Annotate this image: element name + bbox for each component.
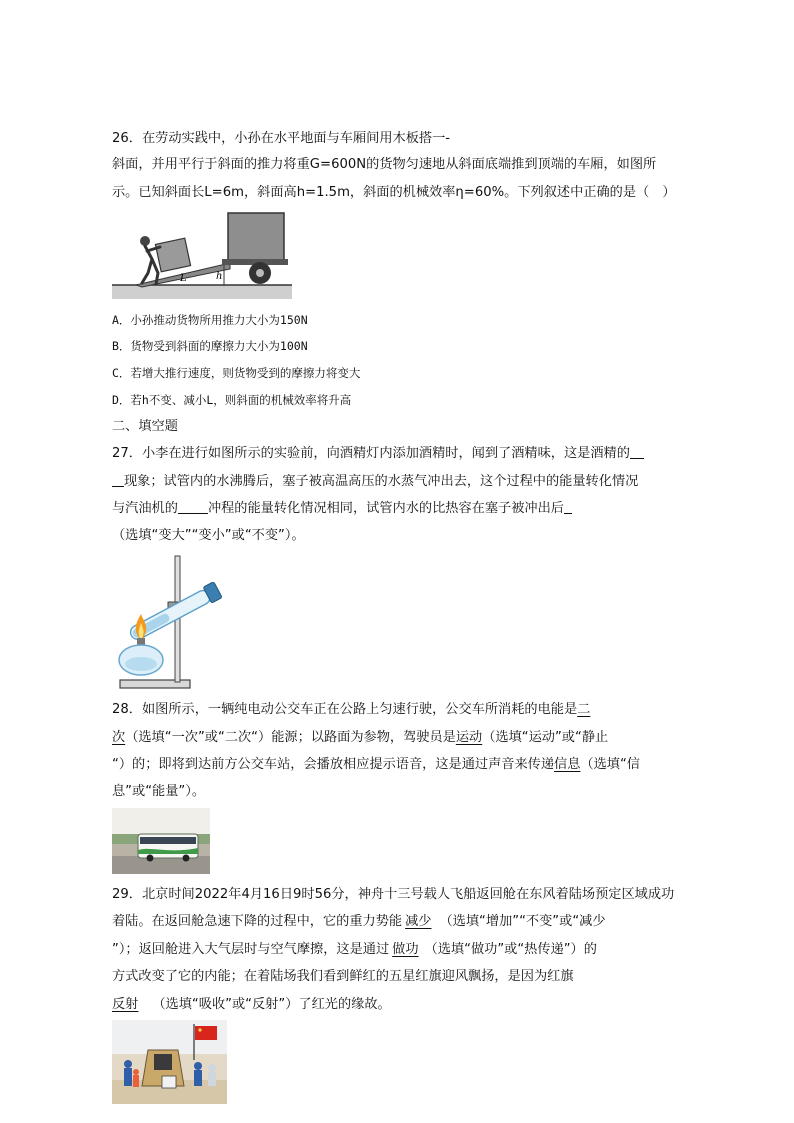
q26-option-c: C．若增大推行速度，则货物受到的摩擦力将变大 — [112, 366, 361, 380]
q27-line-4: （选填“变大”“变小”或“不变”）。 — [112, 528, 305, 543]
q28-text-3a: “）的；即将到达前方公交车站，会播放相应提示语音，这是通过声音来传递 — [112, 757, 555, 772]
q27-line-3 — [112, 499, 572, 518]
L-label: L — [180, 273, 187, 284]
q27-blank-1-cont — [112, 472, 124, 487]
q28-answer-1a: 二 — [577, 702, 591, 717]
q28-text-3b: （选填“信 — [580, 757, 640, 772]
q28-text-2b: （选填“运动”或“静止 — [482, 730, 609, 745]
q28-line-4: 息”或“能量”）。 — [112, 784, 206, 799]
q29-line-2 — [112, 913, 606, 931]
q26-line-2: 斜面，并用平行于斜面的推力将重G=600N的货物匀速地从斜面底端推到顶端的车厢，如图所 — [112, 157, 657, 172]
q28-answer-2: 运动 — [455, 730, 483, 745]
q26-line-3: 示。已知斜面长L=6m，斜面高h=1.5m，斜面的机械效率η=60%。下列叙述中正确的是（ ） — [112, 185, 676, 200]
q26-option-b: B．货物受到斜面的摩擦力大小为100N — [112, 339, 308, 353]
cargo-box-shape — [155, 238, 190, 272]
q29-landing-photo — [112, 1020, 227, 1104]
q27-blank-3 — [564, 499, 572, 514]
q27-test-tube-figure — [112, 552, 227, 692]
q28-line-2 — [112, 729, 608, 747]
q27-line-2 — [112, 472, 638, 491]
q29-line-5 — [112, 996, 391, 1014]
section-heading: 二、填空题 — [112, 419, 178, 434]
q29-answer-1: 减少 — [405, 914, 432, 929]
q29-line-1: 29．北京时间2022年4月16日9时56分，神舟十三号载人飞船返回舱在东风着陆场预定区域成功 — [112, 887, 675, 902]
q26-line-1: 26．在劳动实践中，小孙在水平地面与车厢间用木板搭一- — [112, 131, 451, 146]
q28-text-1: 28．如图所示，一辆纯电动公交车正在公路上匀速行驶，公交车所消耗的电能是 — [112, 702, 578, 717]
road — [112, 856, 210, 874]
q29-text-3b: （选填“做功”或“热传递”）的 — [424, 942, 597, 957]
q28-bus-photo — [112, 808, 210, 874]
red-flag — [195, 1026, 217, 1040]
q27-line-1 — [112, 444, 644, 463]
h-label: h — [216, 271, 223, 282]
cart-box-shape — [228, 213, 284, 263]
q27-text-3a: 与汽油机的 — [112, 501, 178, 516]
q27-blank-1 — [630, 444, 644, 459]
q27-text-2: 现象；试管内的水沸腾后，塞子被高温高压的水蒸气冲出去，这个过程中的能量转化情况 — [124, 474, 639, 489]
q28-line-1 — [112, 701, 590, 719]
q27-text-1: 27．小李在进行如图所示的实验前，向酒精灯内添加酒精时，闻到了酒精味，这是酒精的 — [112, 446, 630, 461]
q28-answer-1b: 次 — [112, 730, 126, 745]
q26-incline-figure — [112, 207, 292, 299]
q28-text-2a: （选填“一次”或“二次“）能源；以路面为参物，驾驶员是 — [125, 730, 456, 745]
q27-blank-2 — [178, 499, 208, 514]
q29-line-4: 方式改变了它的内能；在着陆场我们看到鲜红的五星红旗迎风飘扬，是因为红旗 — [112, 969, 574, 984]
q29-text-5b: （选填“吸收”或“反射”）了红光的缘故。 — [152, 997, 391, 1012]
ground-shape — [112, 285, 292, 299]
q29-text-2a: 着陆。在返回舱急速下降的过程中，它的重力势能 — [112, 914, 403, 929]
seat — [162, 1076, 176, 1088]
q29-text-2b: （选填“增加”“不变”或“减少 — [439, 914, 606, 929]
q29-text-3a: ”）；返回舱进入大气层时与空气摩擦，这是通过 — [112, 942, 390, 957]
q26-option-d: D．若h不变、减小L，则斜面的机械效率将升高 — [112, 393, 352, 407]
q28-answer-3: 信息 — [554, 757, 581, 772]
q27-text-3b: 冲程的能量转化情况相同，试管内水的比热容在塞子被冲出后 — [207, 501, 564, 516]
q29-answer-2: 做功 — [392, 942, 419, 957]
q29-line-3 — [112, 941, 597, 959]
q29-answer-3: 反射 — [112, 997, 139, 1012]
q28-line-3 — [112, 756, 640, 774]
q26-option-a: A．小孙推动货物所用推力大小为150N — [112, 313, 308, 327]
